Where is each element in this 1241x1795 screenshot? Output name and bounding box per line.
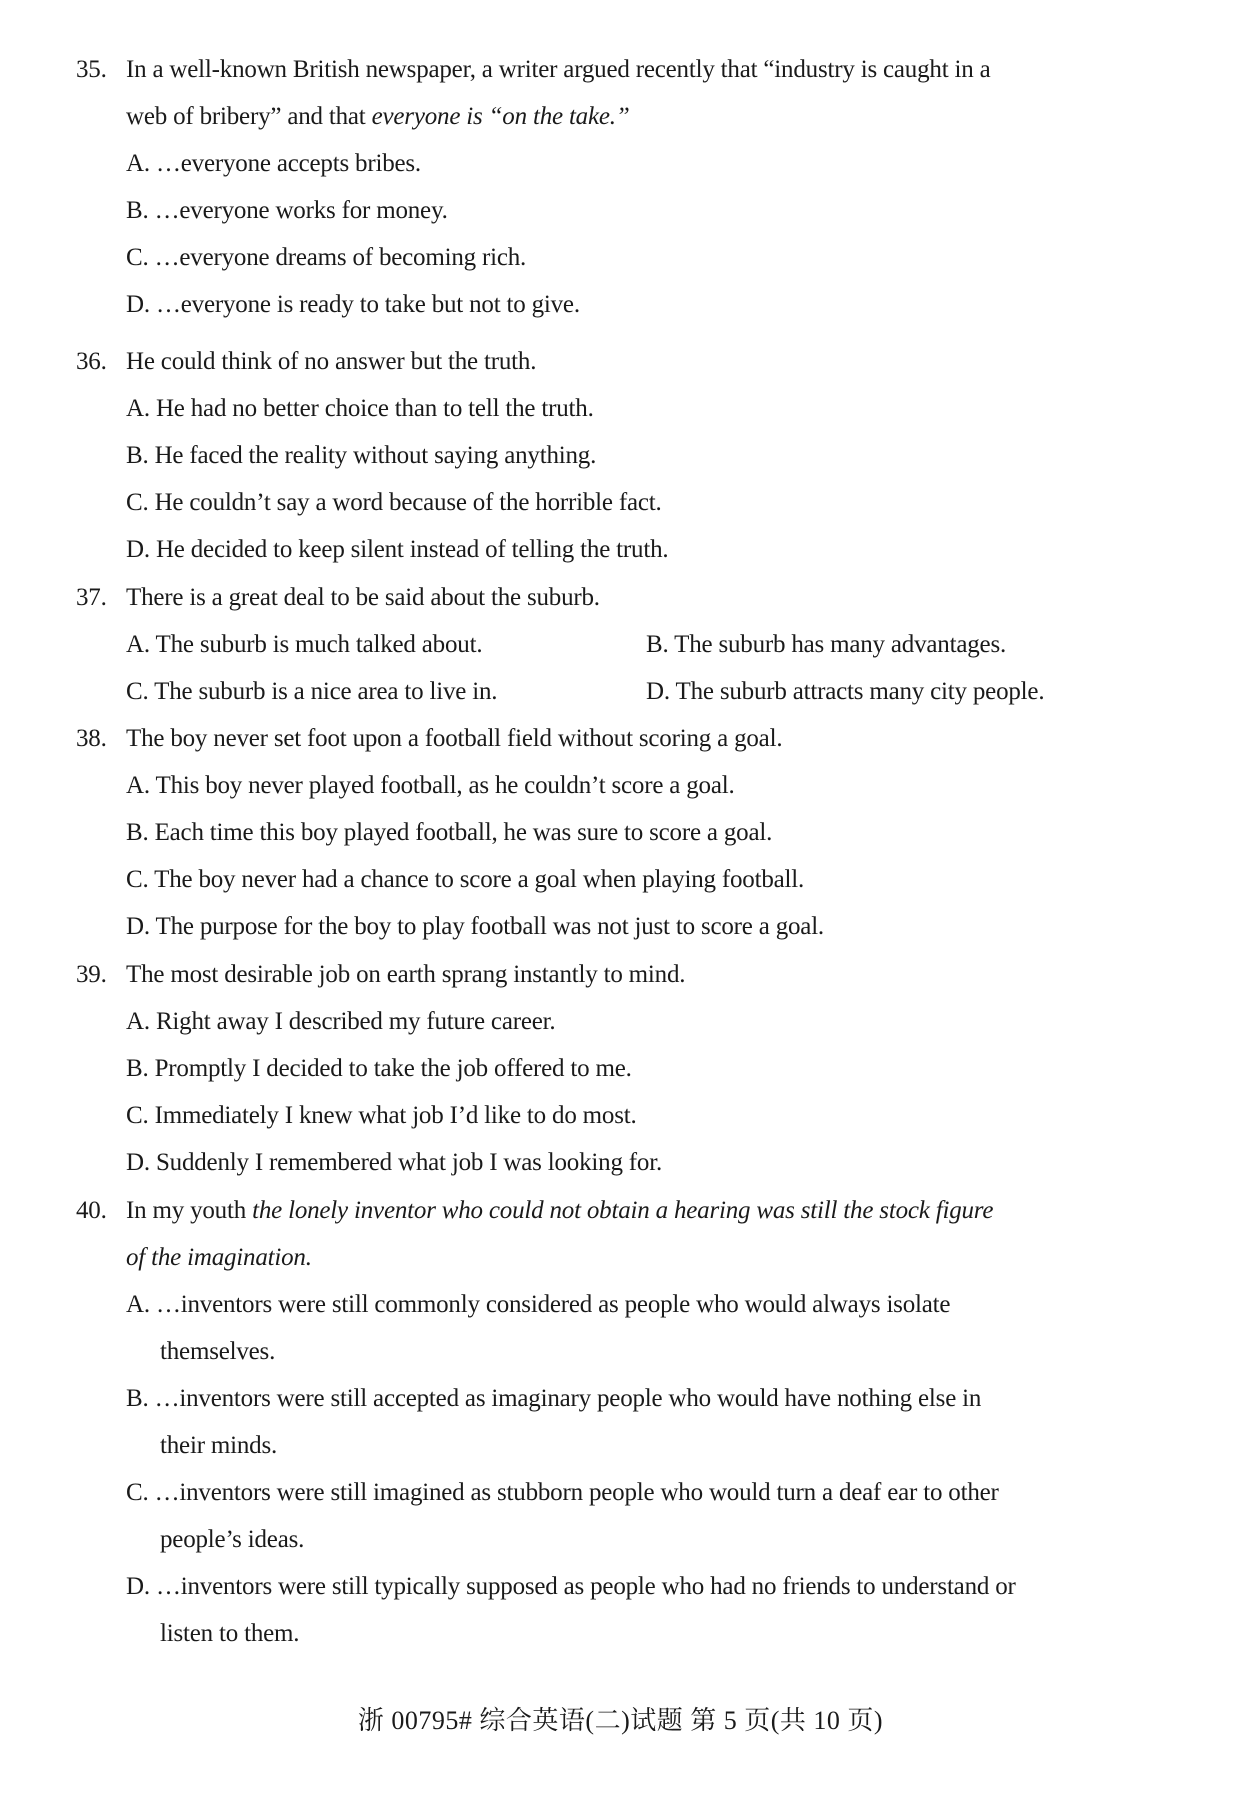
option-row: [76, 621, 1176, 668]
option-c: C. The suburb is a nice area to live in.: [126, 678, 498, 705]
option-b: B. The suburb has many advantages.: [646, 631, 1007, 658]
question-stem: [76, 338, 1176, 385]
question-40: [76, 1187, 1176, 1657]
option-d: D. …inventors were still typically supposed as people who had no friends to understand or: [126, 1573, 1016, 1600]
option-b-continued: their minds.: [160, 1432, 278, 1459]
question-number: 40.: [76, 1197, 107, 1224]
option-a: A. The suburb is much talked about.: [126, 631, 483, 658]
question-number: 38.: [76, 725, 107, 752]
stem-italic-text: the lonely inventor who could not obtain a hearing was still the stock figure: [252, 1197, 994, 1224]
question-37: [76, 574, 1176, 715]
question-number: 39.: [76, 961, 107, 988]
question-stem-continued: [76, 93, 1176, 140]
option-c-continued: people’s ideas.: [160, 1526, 305, 1553]
question-stem: [76, 715, 1176, 762]
option-b: B. …inventors were still accepted as imaginary people who would have nothing else in: [126, 1385, 982, 1412]
option-row: [76, 668, 1176, 715]
stem-text: In a well-known British newspaper, a writer argued recently that “industry is caught in a: [126, 56, 991, 83]
option-b: B. …everyone works for money.: [126, 197, 448, 224]
question-38: [76, 715, 1176, 950]
question-36: [76, 338, 1176, 573]
stem-italic-text: everyone is “on the take.”: [371, 103, 630, 130]
option-d: D. The suburb attracts many city people.: [646, 678, 1045, 705]
option-c: C. Immediately I knew what job I’d like to do most.: [126, 1102, 637, 1129]
option-a: A. …everyone accepts bribes.: [126, 150, 421, 177]
option-a-continued: themselves.: [160, 1338, 276, 1365]
question-number: 37.: [76, 584, 107, 611]
option-b: B. Each time this boy played football, he was sure to score a goal.: [126, 819, 773, 846]
question-stem: [76, 46, 1176, 93]
option-c: C. The boy never had a chance to score a goal when playing football.: [126, 866, 805, 893]
option-d: D. The purpose for the boy to play football was not just to score a goal.: [126, 913, 824, 940]
question-stem: [76, 574, 1176, 621]
option-b: B. Promptly I decided to take the job offered to me.: [126, 1055, 632, 1082]
stem-text: He could think of no answer but the truth.: [126, 348, 537, 375]
question-number: 35.: [76, 56, 107, 83]
stem-text: The boy never set foot upon a football field without scoring a goal.: [126, 725, 783, 752]
option-a: A. …inventors were still commonly considered as people who would always isolate: [126, 1291, 951, 1318]
question-stem: [76, 951, 1176, 998]
stem-text: The most desirable job on earth sprang instantly to mind.: [126, 961, 686, 988]
question-stem-continued: of the imagination.: [126, 1244, 312, 1271]
option-d: D. Suddenly I remembered what job I was looking for.: [126, 1149, 663, 1176]
option-d-continued: listen to them.: [160, 1620, 300, 1647]
option-c: C. …inventors were still imagined as stubborn people who would turn a deaf ear to other: [126, 1479, 999, 1506]
option-d: D. …everyone is ready to take but not to give.: [126, 291, 580, 318]
option-c: C. He couldn’t say a word because of the horrible fact.: [126, 489, 662, 516]
stem-text: There is a great deal to be said about the suburb.: [126, 584, 600, 611]
option-c: C. …everyone dreams of becoming rich.: [126, 244, 527, 271]
option-a: A. Right away I described my future career.: [126, 1008, 556, 1035]
stem-text: In my youth: [126, 1197, 253, 1224]
option-a: A. He had no better choice than to tell the truth.: [126, 395, 594, 422]
page-footer: 浙 00795# 综合英语(二)试题 第 5 页(共 10 页): [357, 1706, 884, 1735]
question-stem: [76, 1187, 1176, 1234]
question-number: 36.: [76, 348, 107, 375]
option-a: A. This boy never played football, as he couldn’t score a goal.: [126, 772, 735, 799]
question-35: [76, 46, 1176, 328]
stem-text: web of bribery” and that: [126, 103, 372, 130]
option-d: D. He decided to keep silent instead of telling the truth.: [126, 536, 669, 563]
option-b: B. He faced the reality without saying anything.: [126, 442, 597, 469]
question-39: [76, 951, 1176, 1186]
